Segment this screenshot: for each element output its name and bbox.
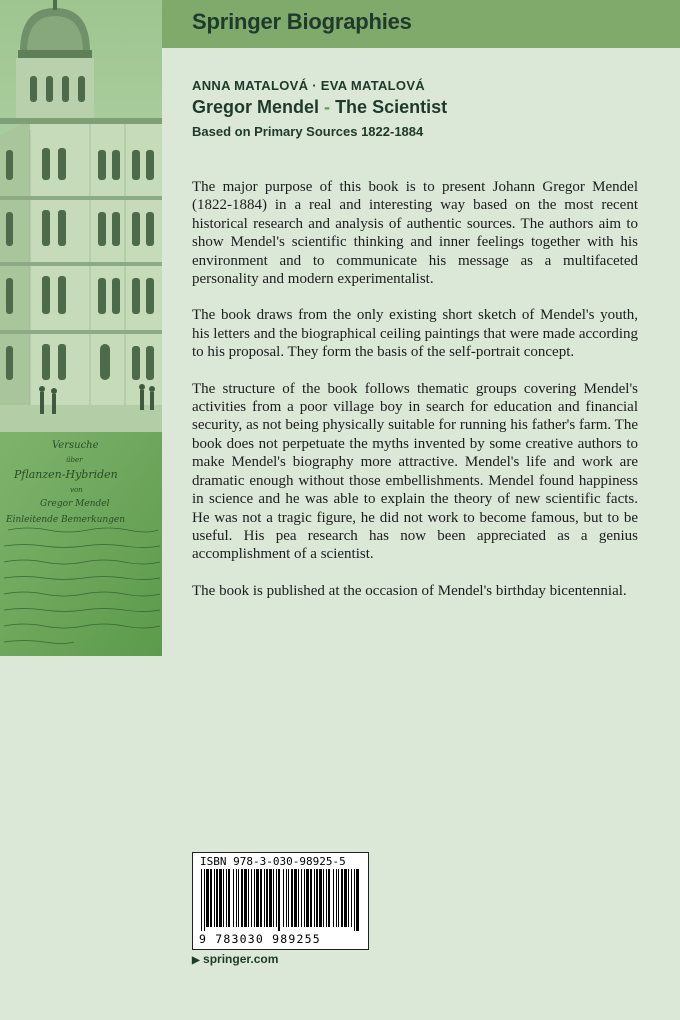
barcode-bar bbox=[326, 869, 327, 927]
barcode-bar bbox=[266, 869, 268, 927]
barcode-bar bbox=[294, 869, 297, 927]
manuscript-line: von bbox=[70, 486, 83, 494]
barcode-bar bbox=[291, 869, 293, 927]
manuscript-line: Pflanzen-Hybriden bbox=[14, 468, 118, 481]
barcode-bar bbox=[238, 869, 239, 927]
website-link[interactable] bbox=[192, 952, 278, 966]
barcode-bar bbox=[210, 869, 212, 927]
barcode-bar bbox=[241, 869, 243, 927]
barcode-bar bbox=[356, 869, 359, 931]
barcode-bar bbox=[233, 869, 234, 927]
triangle-right-icon: ▶ bbox=[192, 955, 200, 966]
barcode-bar bbox=[323, 869, 324, 927]
barcode-bar bbox=[319, 869, 322, 927]
book-blurb bbox=[192, 178, 638, 618]
manuscript-line: Einleitende Bemerkungen bbox=[6, 515, 126, 525]
book-title-rest: The Scientist bbox=[335, 97, 448, 117]
barcode-bar bbox=[304, 869, 305, 927]
barcode-bar bbox=[236, 869, 237, 927]
barcode-bar bbox=[336, 869, 337, 927]
barcode-bar bbox=[254, 869, 255, 927]
blurb-paragraph: The book is published at the occasion of Mendel's birthday bicentennial. bbox=[192, 582, 627, 599]
manuscript-line: über bbox=[66, 456, 83, 464]
book-meta bbox=[192, 78, 447, 139]
series-title: Springer Biographies bbox=[192, 9, 412, 34]
barcode-bar bbox=[228, 869, 230, 927]
blurb-paragraph: The book draws from the only existing short sketch of Mendel's youth, his letters and the biographical ceiling paintings that were made according to his proposal. They form the basis of the self-portrait concept. bbox=[192, 307, 638, 361]
website-text: springer.com bbox=[203, 952, 279, 966]
barcode-bar bbox=[206, 869, 209, 927]
barcode-bar bbox=[273, 869, 274, 927]
barcode-bar bbox=[344, 869, 347, 927]
barcode-bar bbox=[348, 869, 349, 927]
book-title-main: Gregor Mendel bbox=[192, 97, 320, 117]
blurb-paragraph: The structure of the book follows thematic groups covering Mendel's activities from a poor village boy in search for education and financial security, as not being physically suitable for running his father's farm. The book does not perpetuate the myths invented by some creative authors to make Mendel's biography more attractive. Mendel's life and work are dramatic enough without those embellishments. Mendel found happiness in science and he was able to explain the theory of new scientific facts. He was not a tragic figure, he did not work to become famous, but to be useful. His pea research has now been appreciated as a genius accomplishment of a scientist. bbox=[192, 380, 638, 563]
barcode-bar bbox=[351, 869, 352, 927]
barcode-bar bbox=[260, 869, 262, 927]
barcode-bar bbox=[338, 869, 339, 927]
barcode-bar bbox=[276, 869, 277, 927]
barcode-bar bbox=[288, 869, 289, 927]
barcode-bar bbox=[310, 869, 312, 927]
manuscript-line: Gregor Mendel bbox=[40, 499, 110, 509]
barcode-bar bbox=[298, 869, 299, 927]
barcode-bar bbox=[306, 869, 309, 927]
barcode-bar bbox=[223, 869, 224, 927]
barcode-digits: 9 783030 989255 bbox=[199, 932, 321, 946]
authors: ANNA MATALOVÁ · EVA MATALOVÁ bbox=[192, 78, 425, 93]
barcode-bar bbox=[354, 869, 355, 931]
isbn-label: ISBN 978-3-030-98925-5 bbox=[200, 855, 346, 868]
barcode-bar bbox=[316, 869, 318, 927]
barcode-bar bbox=[226, 869, 227, 927]
manuscript-line: Versuche bbox=[52, 440, 99, 451]
barcode-bars bbox=[199, 869, 362, 931]
blurb-paragraph: The major purpose of this book is to present Johann Gregor Mendel (1822-1884) in a real and interesting way based on the most recent historical research and analysis of authentic sources. The authors aim to show Mendel's scientific thinking and inner feelings together with his environment and to communicate his message as a multifaceted personality and modern experimentalist. bbox=[192, 179, 638, 288]
barcode-bar bbox=[269, 869, 272, 927]
barcode-bar bbox=[244, 869, 247, 927]
book-title-dash: - bbox=[324, 97, 331, 117]
barcode-bar bbox=[256, 869, 259, 927]
barcode-bar bbox=[314, 869, 315, 927]
barcode-bar bbox=[341, 869, 343, 927]
barcode-bar bbox=[328, 869, 330, 927]
cover-illustration bbox=[0, 0, 162, 656]
barcode-bar bbox=[219, 869, 222, 927]
barcode-bar bbox=[251, 869, 252, 927]
isbn-barcode bbox=[192, 852, 369, 950]
barcode-bar bbox=[201, 869, 202, 931]
barcode-bar bbox=[286, 869, 287, 927]
barcode-bar bbox=[333, 869, 334, 927]
barcode-bar bbox=[248, 869, 249, 927]
barcode-bar bbox=[204, 869, 205, 931]
barcode-bar bbox=[283, 869, 284, 927]
book-subtitle: Based on Primary Sources 1822-1884 bbox=[192, 124, 424, 139]
barcode-bar bbox=[301, 869, 302, 927]
barcode-bar bbox=[214, 869, 215, 927]
barcode-bar bbox=[216, 869, 218, 927]
book-title bbox=[192, 97, 447, 118]
barcode-bar bbox=[278, 869, 280, 931]
illustration-svg bbox=[0, 0, 162, 656]
barcode-bar bbox=[264, 869, 265, 927]
